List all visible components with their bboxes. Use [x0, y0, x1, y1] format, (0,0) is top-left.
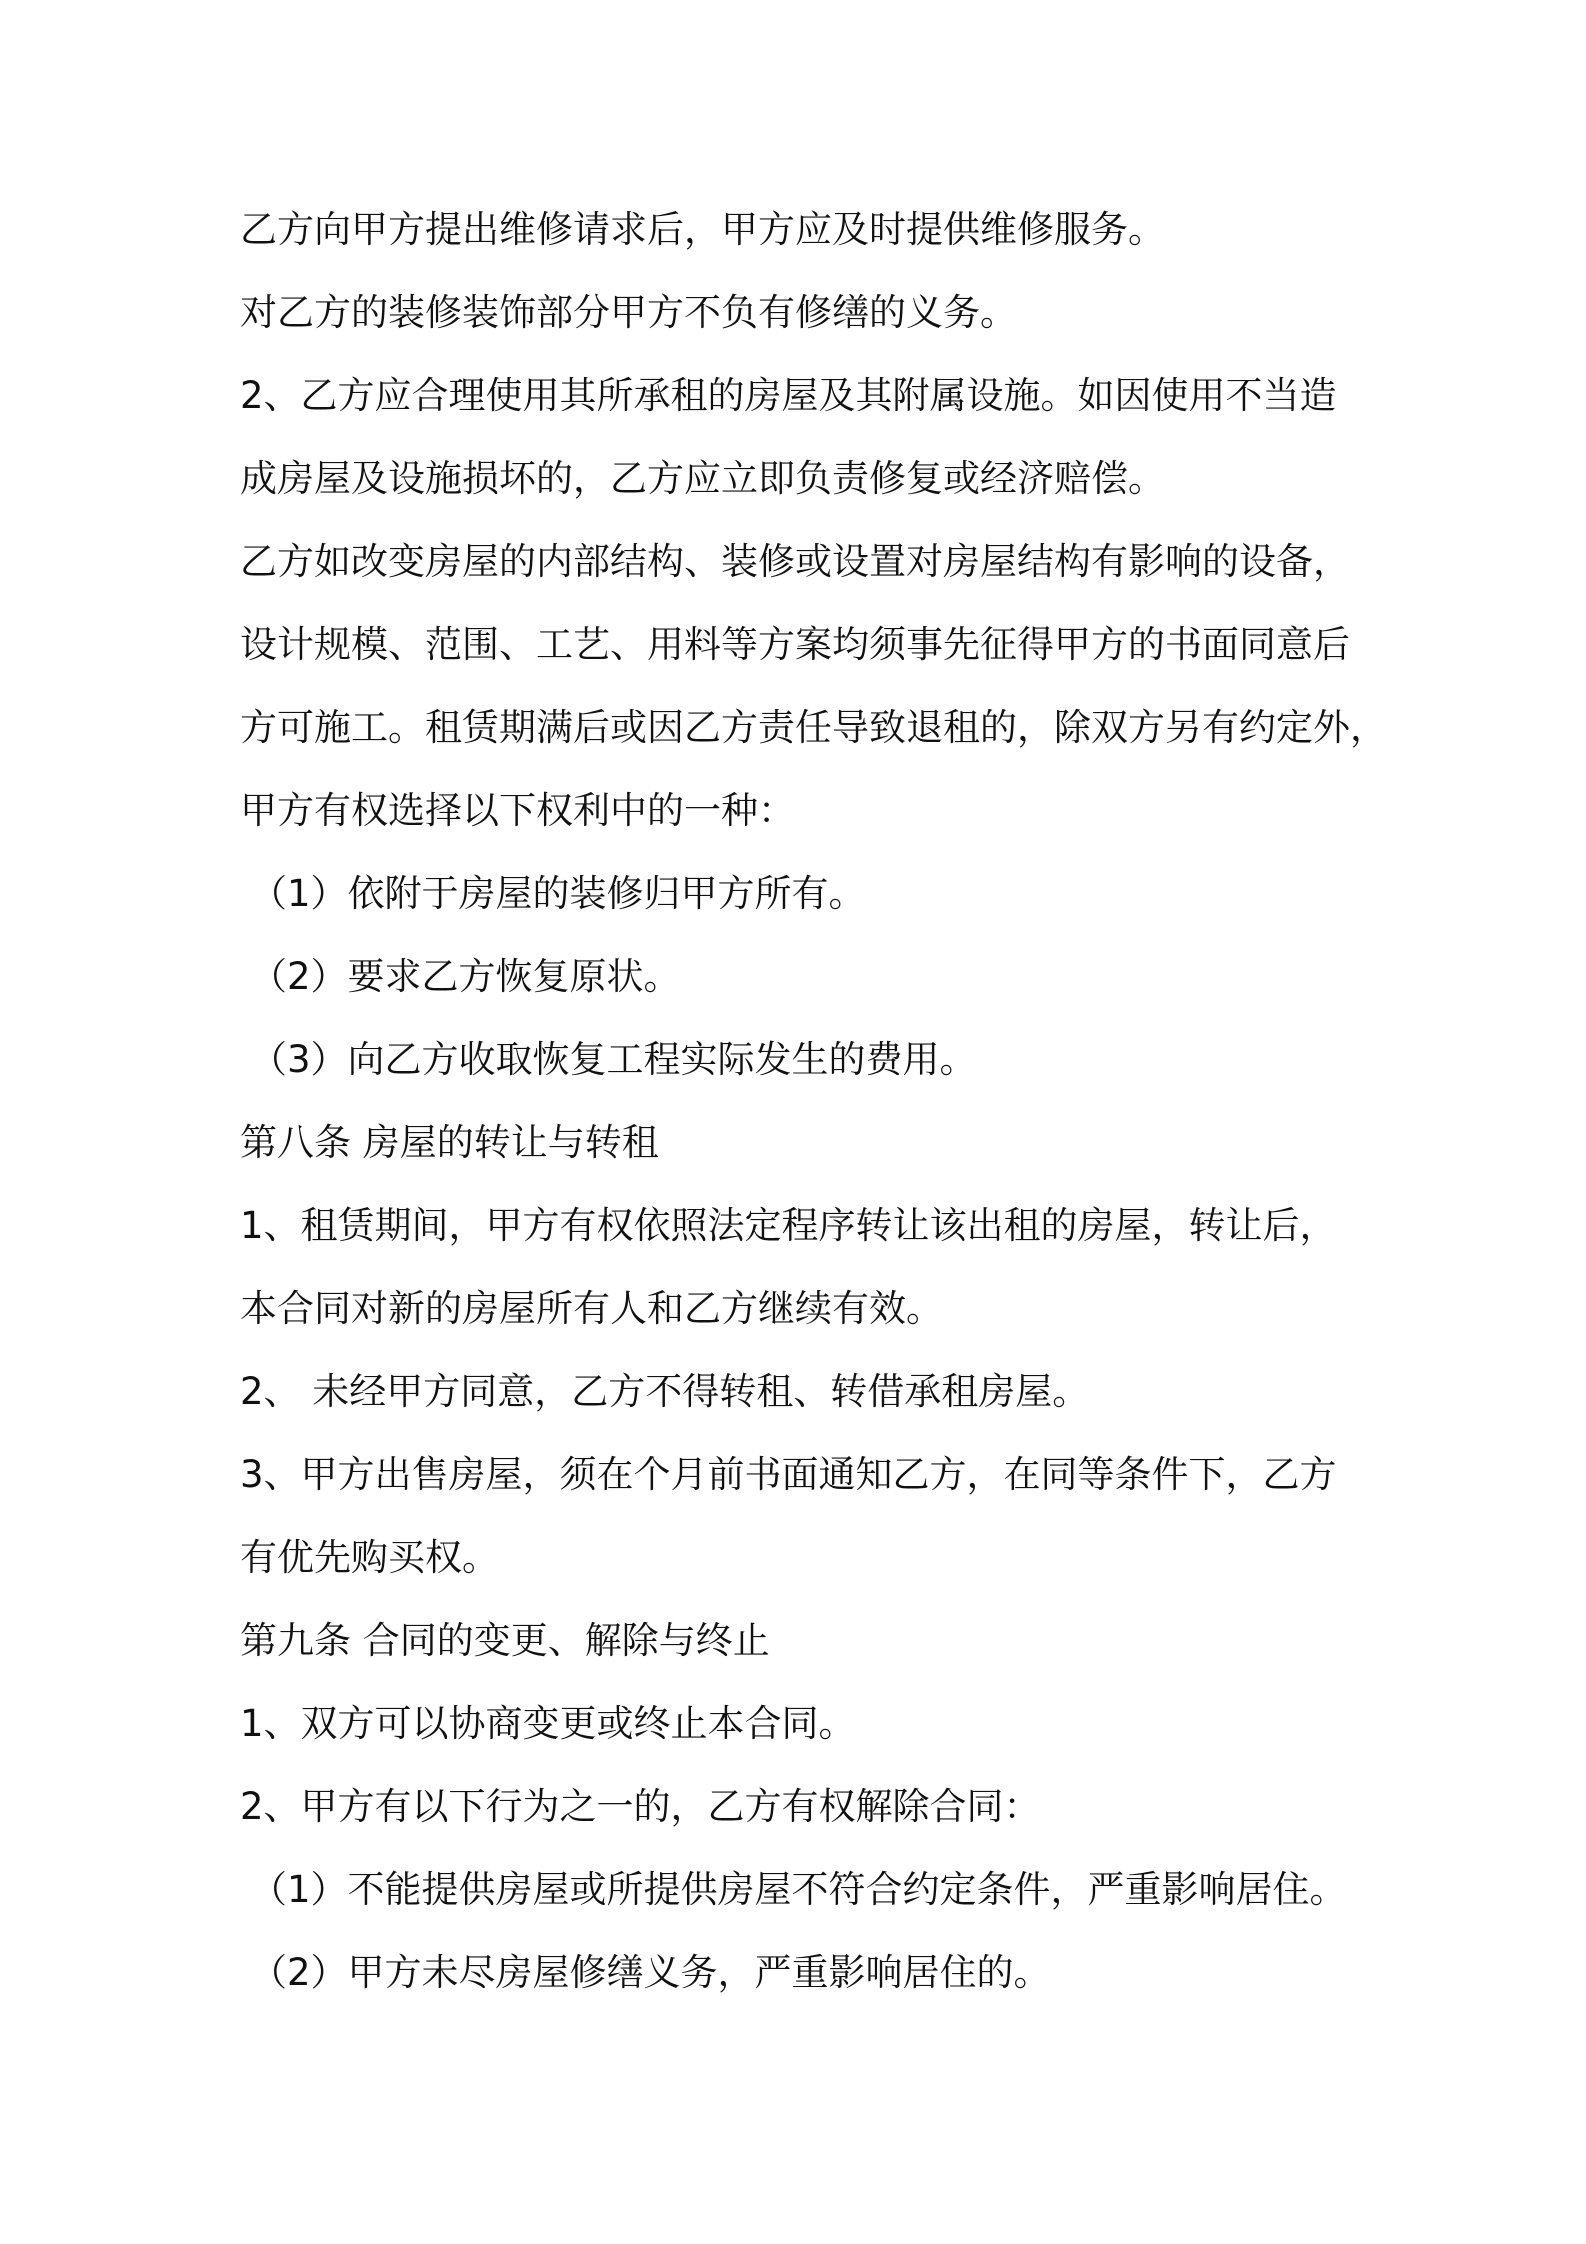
- paragraph-line: 3、甲方出售房屋，须在个月前书面通知乙方，在同等条件下，乙方: [240, 1453, 1337, 1496]
- list-item: （1）依附于房屋的装修归甲方所有。: [250, 872, 866, 915]
- paragraph-line: 设计规模、范围、工艺、用料等方案均须事先征得甲方的书面同意后: [240, 623, 1350, 666]
- list-item: （3）向乙方收取恢复工程实际发生的费用。: [250, 1038, 977, 1081]
- paragraph-line: 有优先购买权。: [240, 1536, 499, 1579]
- paragraph-line: 1、租赁期间，甲方有权依照法定程序转让该出租的房屋，转让后，: [240, 1204, 1337, 1247]
- paragraph-line: 2、甲方有以下行为之一的，乙方有权解除合同：: [240, 1785, 1041, 1828]
- list-item: （1）不能提供房屋或所提供房屋不符合约定条件，严重影响居住。: [250, 1868, 1347, 1911]
- paragraph-line: 乙方向甲方提出维修请求后，甲方应及时提供维修服务。: [240, 208, 1165, 251]
- paragraph-line: 方可施工。租赁期满后或因乙方责任导致退租的，除双方另有约定外，: [240, 706, 1387, 749]
- paragraph-line: 2、乙方应合理使用其所承租的房屋及其附属设施。如因使用不当造: [240, 374, 1337, 417]
- paragraph-line: 本合同对新的房屋所有人和乙方继续有效。: [240, 1287, 943, 1330]
- section-heading: 第八条 房屋的转让与转租: [240, 1121, 659, 1164]
- paragraph-line: 乙方如改变房屋的内部结构、装修或设置对房屋结构有影响的设备，: [240, 540, 1350, 583]
- paragraph-line: 成房屋及设施损坏的，乙方应立即负责修复或经济赔偿。: [240, 457, 1165, 500]
- section-heading: 第九条 合同的变更、解除与终止: [240, 1619, 770, 1662]
- paragraph-line: 1、双方可以协商变更或终止本合同。: [240, 1702, 856, 1745]
- paragraph-line: 对乙方的装修装饰部分甲方不负有修缮的义务。: [240, 291, 1017, 334]
- list-item: （2）甲方未尽房屋修缮义务，严重影响居住的。: [250, 1951, 1051, 1994]
- paragraph-line: 2、 未经甲方同意，乙方不得转租、转借承租房屋。: [240, 1370, 1090, 1413]
- paragraph-line: 甲方有权选择以下权利中的一种：: [240, 789, 795, 832]
- list-item: （2）要求乙方恢复原状。: [250, 955, 681, 998]
